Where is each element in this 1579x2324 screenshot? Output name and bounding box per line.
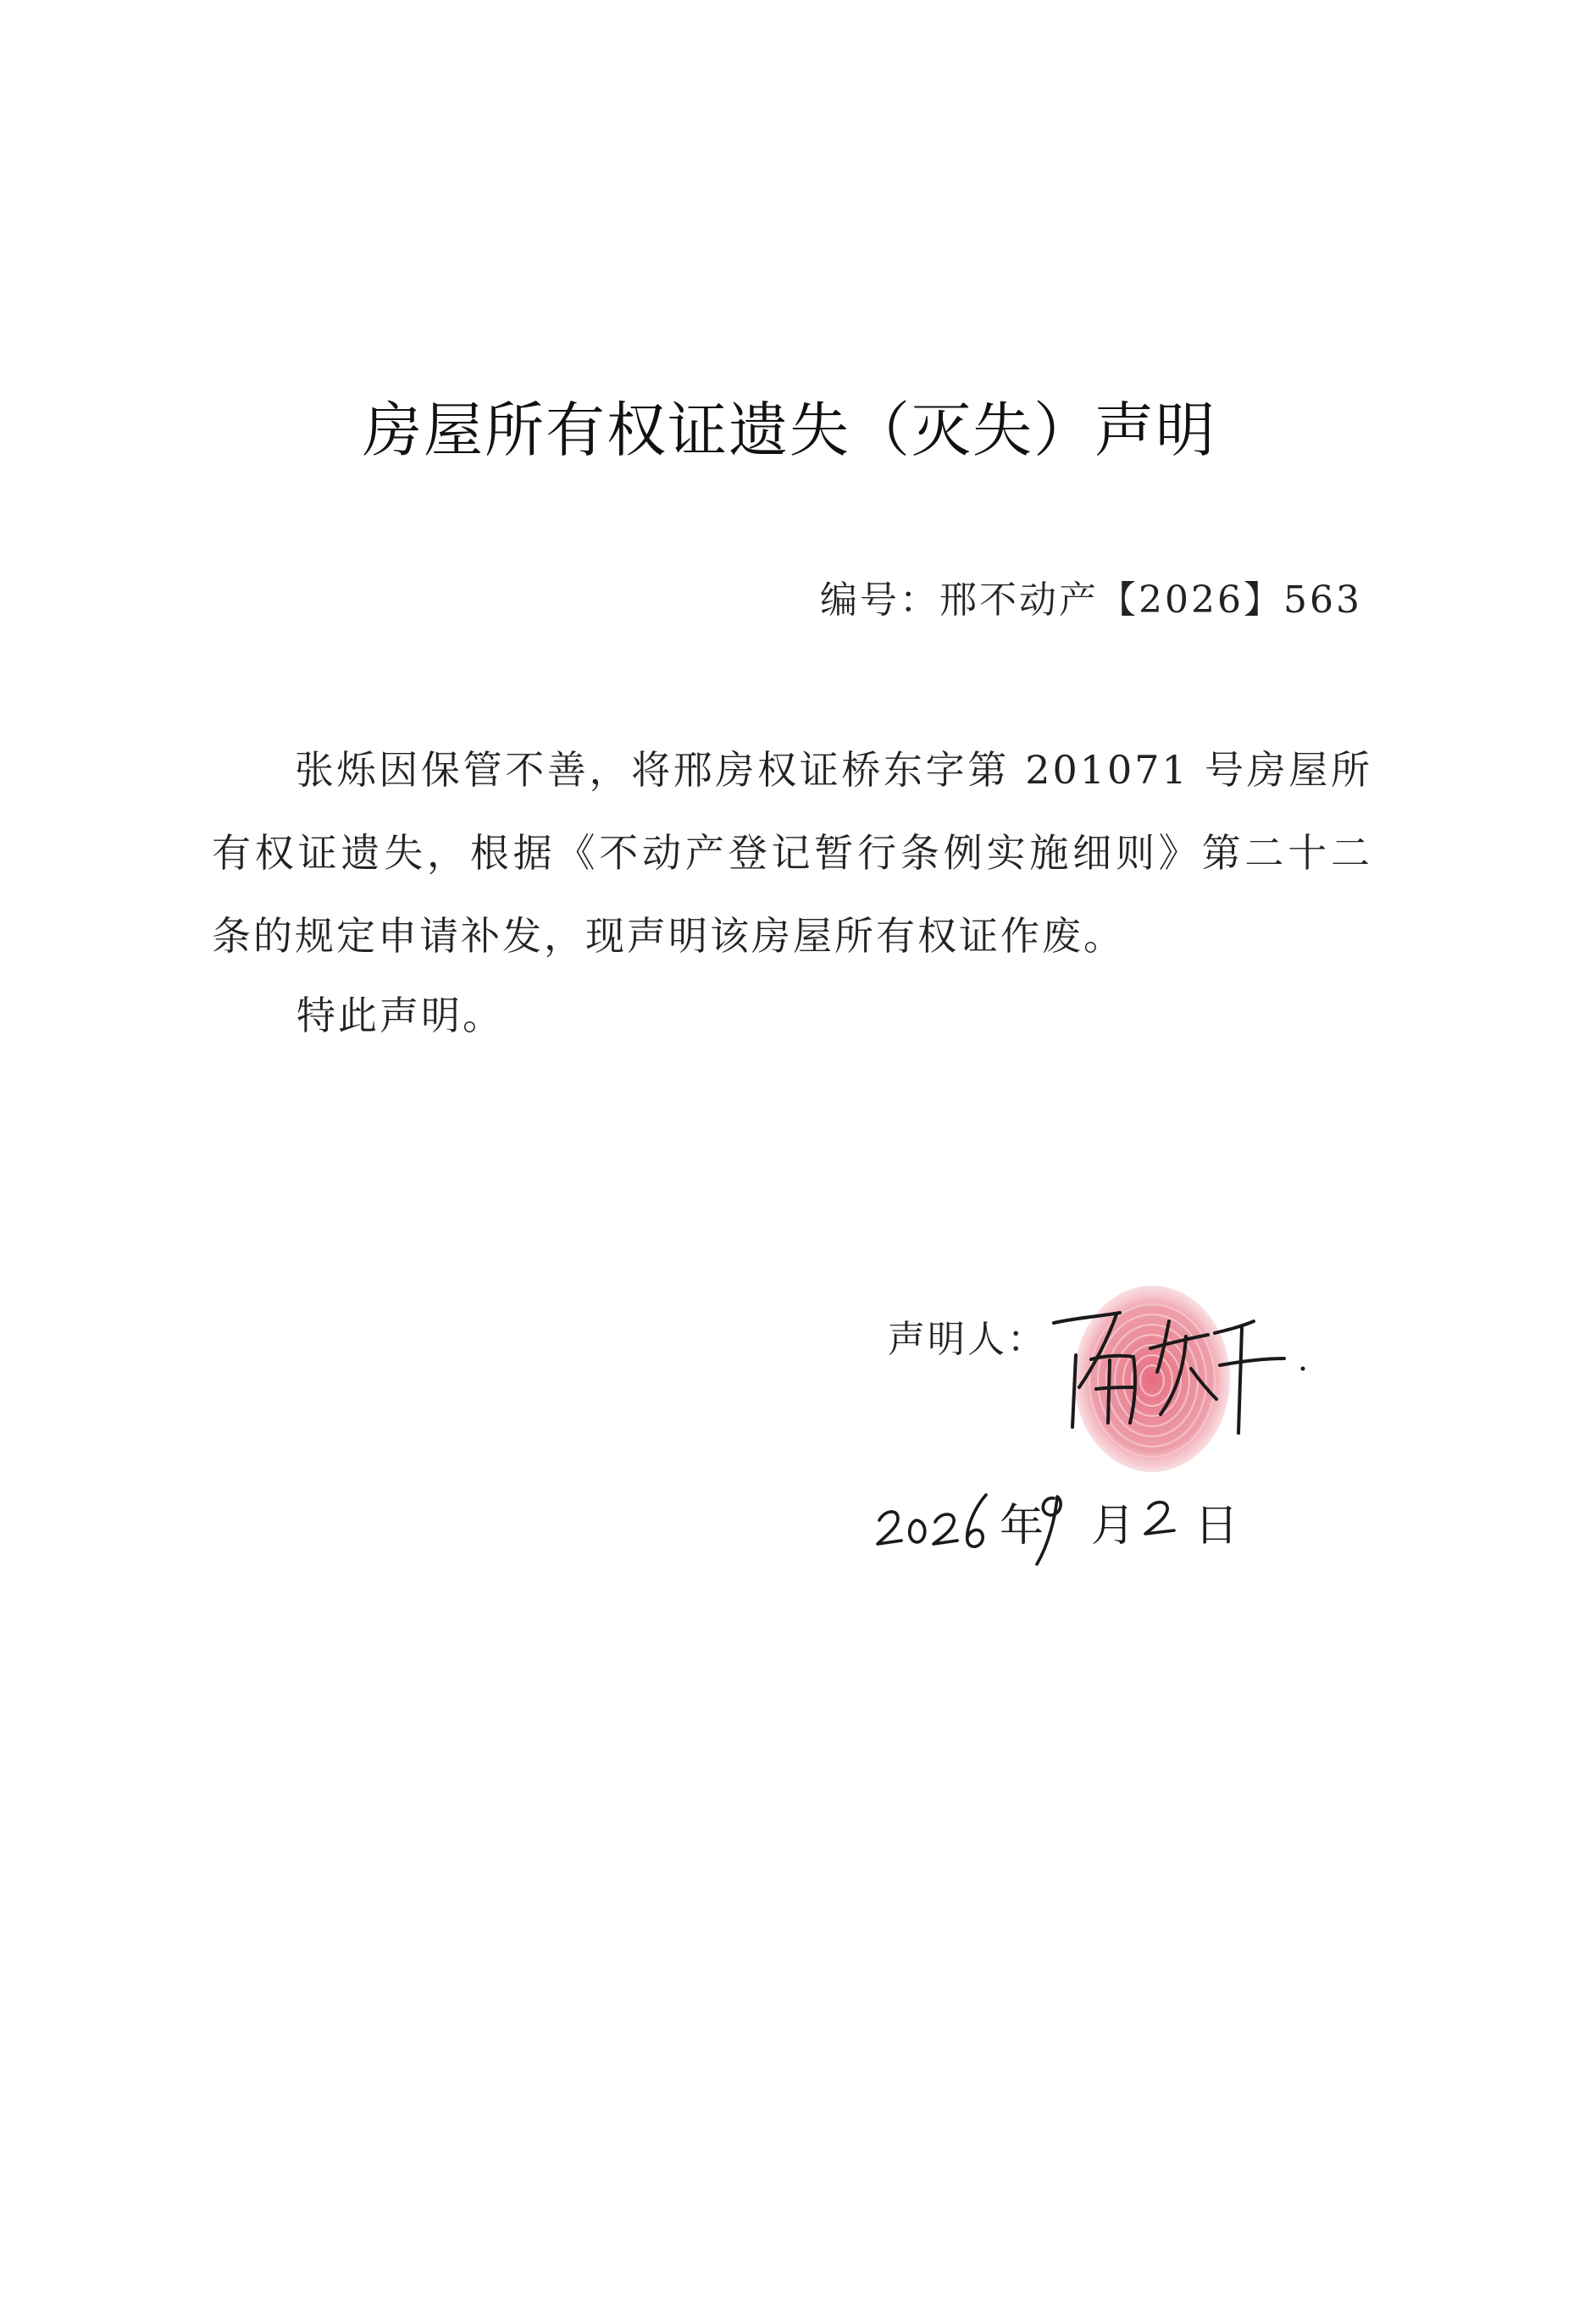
- date-day-char: 日: [1194, 1501, 1239, 1552]
- date-month-char: 月: [1091, 1501, 1136, 1552]
- handwritten-signature: [1042, 1287, 1313, 1448]
- document-number: 编号：邢不动产【2026】563: [820, 578, 1362, 622]
- date-year-char: 年: [1000, 1501, 1044, 1552]
- document-title: 房屋所有权证遗失（灭失）声明: [363, 396, 1216, 465]
- closing-statement: 特此声明。: [296, 993, 504, 1038]
- declaration-body: 张烁因保管不善，将邢房权证桥东字第 201071 号房屋所有权证遗失，根据《不动产登记暂行条例实施细则》第二十二条的规定申请补发，现声明该房屋所有权证作废。: [212, 747, 1372, 959]
- declarant-label: 声明人：: [888, 1318, 1047, 1361]
- handwritten-date: [873, 1469, 1245, 1571]
